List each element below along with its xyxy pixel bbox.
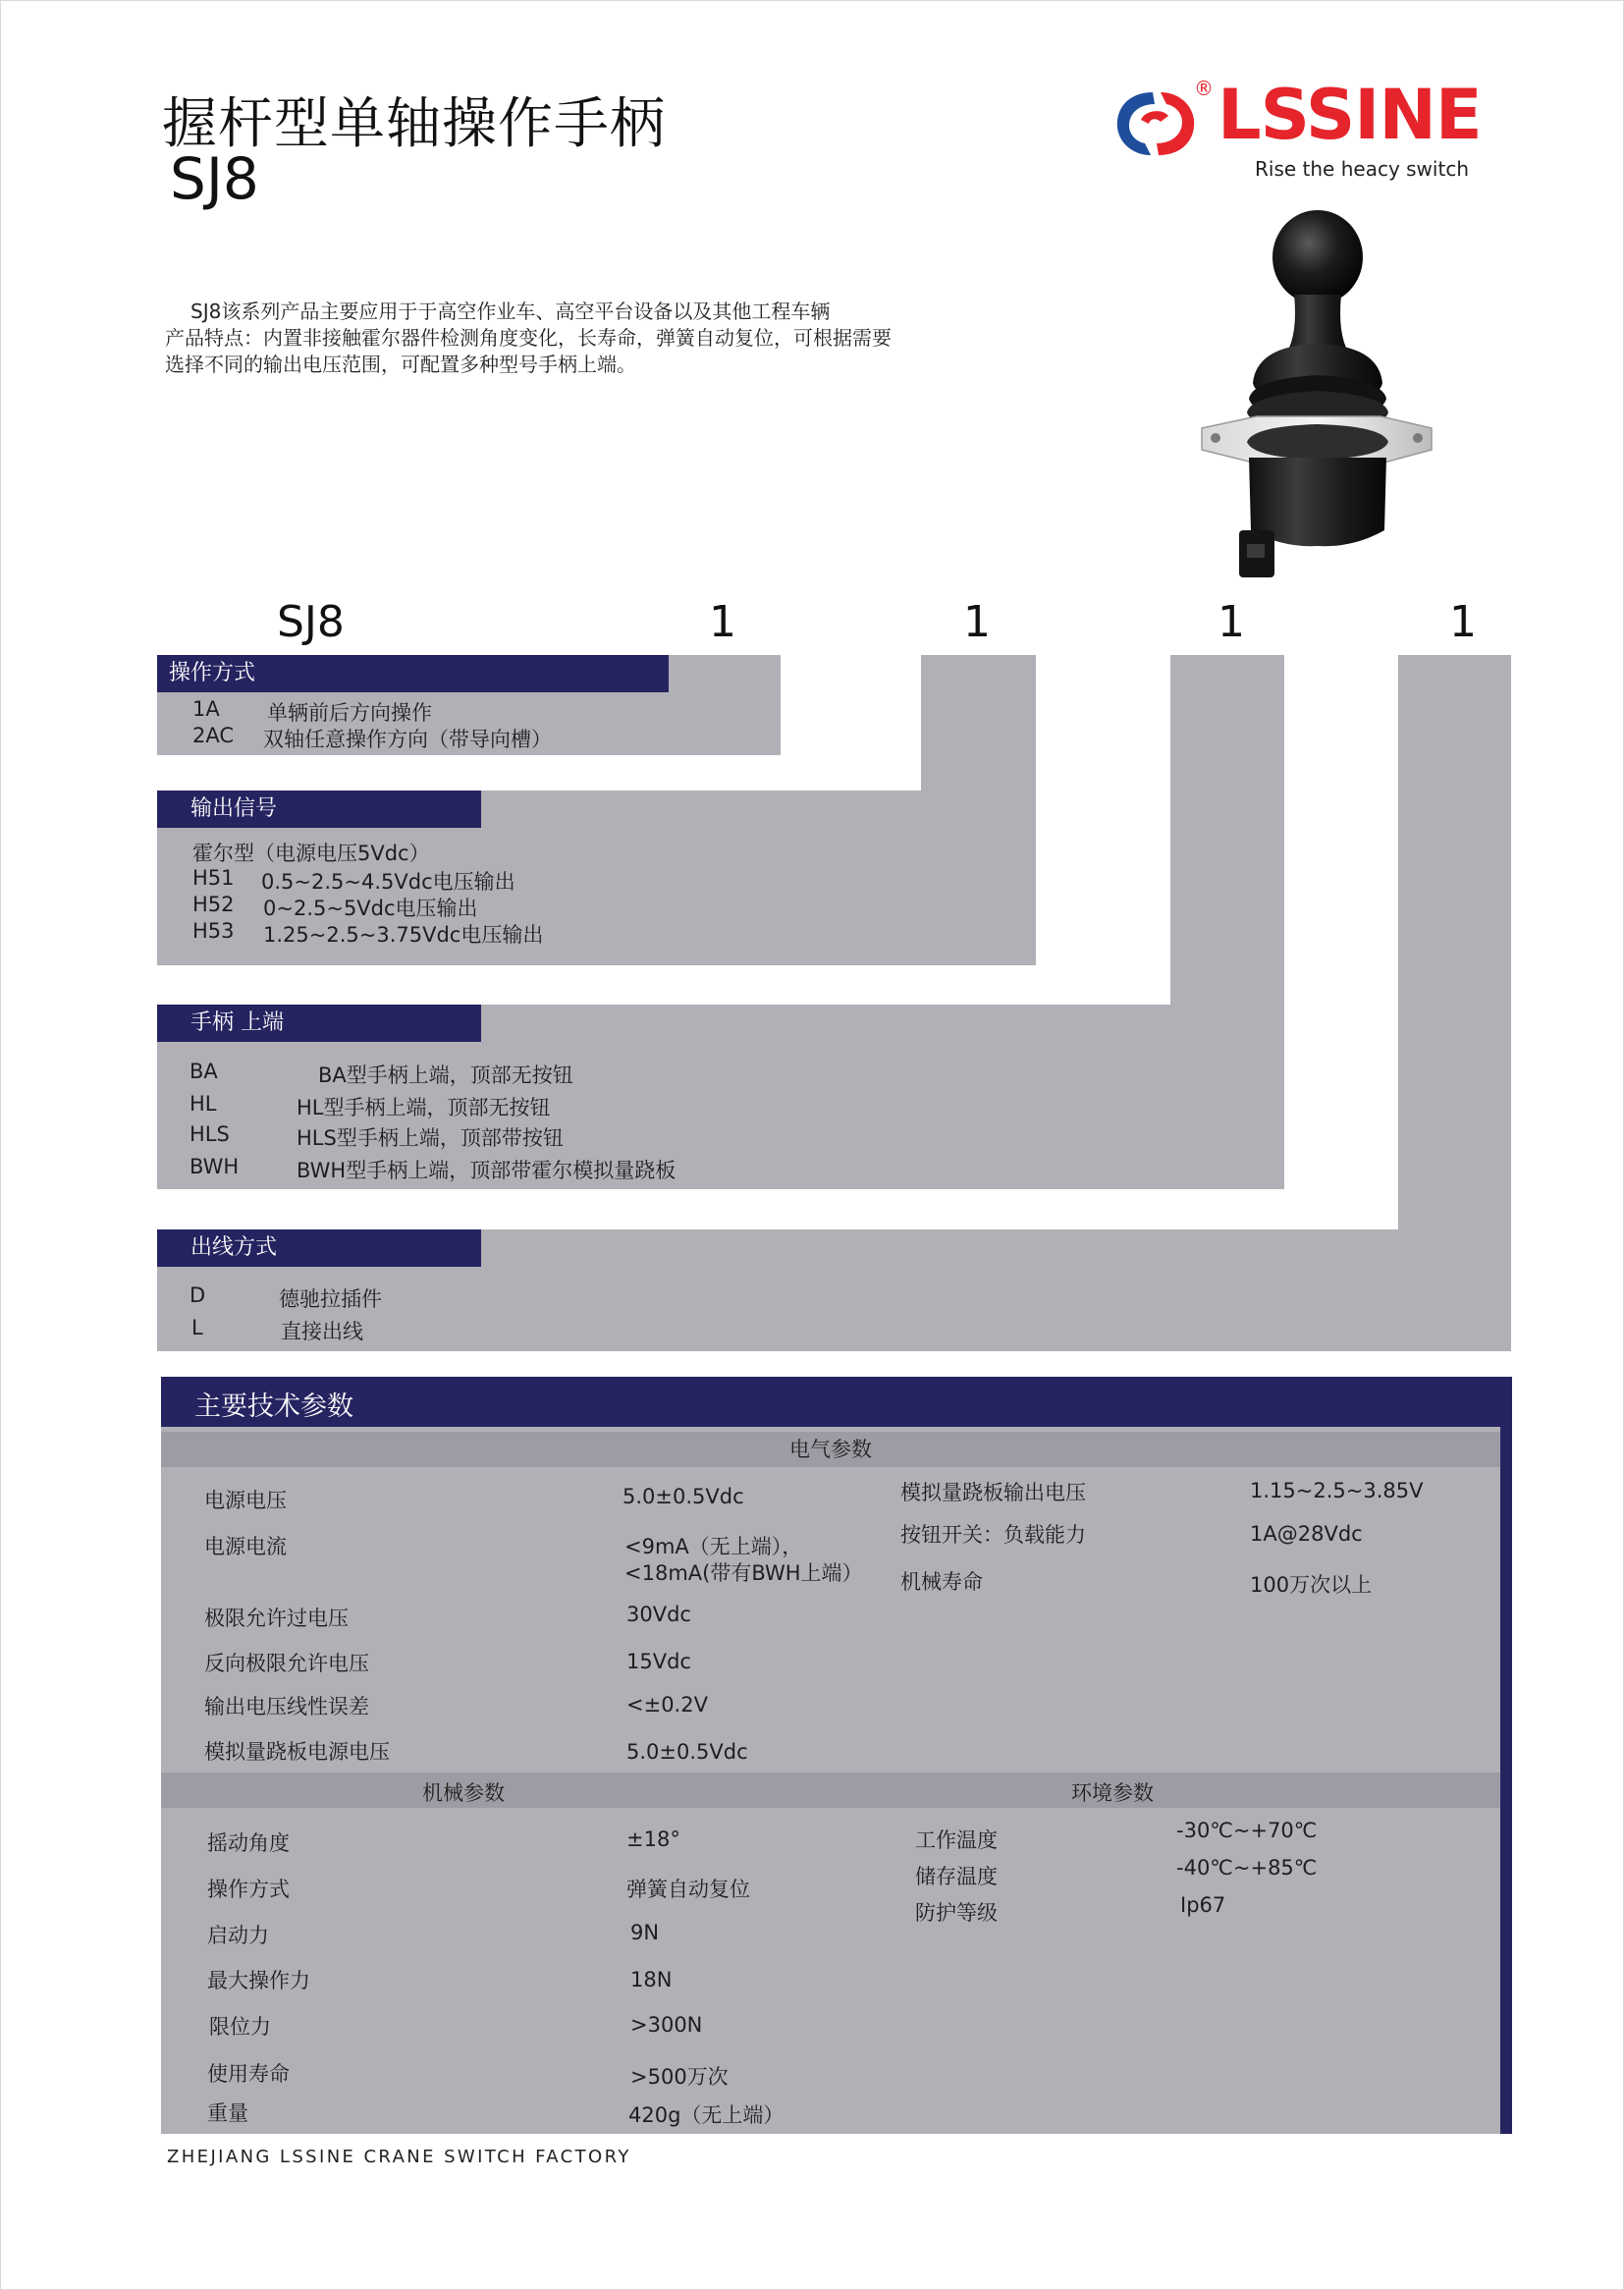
spec-label: 反向极限允许电压 [204, 1652, 369, 1675]
handle-top-desc: HLS型手柄上端，顶部带按钮 [297, 1126, 564, 1150]
spec-value: 弹簧自动复位 [626, 1878, 750, 1901]
spec-value: <±0.2V [626, 1693, 708, 1717]
handle-top-code: HLS [189, 1122, 230, 1146]
operation-desc: 单辆前后方向操作 [267, 701, 432, 725]
spec-value: <18mA(带有BWH上端） [624, 1561, 863, 1585]
intro-line: 选择不同的输出电压范围，可配置多种型号手柄上端。 [165, 353, 636, 376]
registered-mark: ® [1194, 77, 1214, 100]
spec-label: 工作温度 [915, 1828, 998, 1852]
wiring-code: L [191, 1316, 203, 1339]
spec-value: 1A@28Vdc [1250, 1522, 1363, 1546]
spec-value: 18N [630, 1968, 673, 1991]
order-code-position: 1 [709, 597, 736, 647]
spec-value: 1.15~2.5~3.85V [1250, 1479, 1424, 1502]
brand-logo [1111, 75, 1485, 187]
handle-top-desc: BA型手柄上端，顶部无按钮 [318, 1063, 573, 1087]
spec-value: 5.0±0.5Vdc [626, 1740, 748, 1764]
output-desc: 0~2.5~5Vdc电压输出 [263, 897, 478, 920]
joystick-photo [1188, 206, 1443, 589]
spec-label: 按钮开关：负载能力 [900, 1523, 1086, 1547]
handle-top-header: 手柄 上端 [157, 1005, 481, 1042]
footer-company: ZHEJIANG LSSINE CRANE SWITCH FACTORY [167, 2147, 631, 2167]
spec-label: 模拟量跷板输出电压 [900, 1481, 1086, 1504]
operation-header: 操作方式 [157, 655, 669, 692]
wiring-desc: 直接出线 [281, 1320, 363, 1343]
spec-value: 30Vdc [626, 1603, 691, 1626]
spec-label: 电源电压 [204, 1489, 287, 1512]
logo-text: LSSINE [1218, 75, 1482, 155]
output-desc: 1.25~2.5~3.75Vdc电压输出 [263, 923, 544, 947]
order-code-model: SJ8 [277, 597, 345, 647]
model-number: SJ8 [170, 145, 259, 212]
order-code-position: 1 [1218, 597, 1245, 647]
wiring-desc: 德驰拉插件 [279, 1287, 382, 1311]
spec-value: -40℃~+85℃ [1176, 1856, 1318, 1880]
output-code: H52 [192, 893, 235, 916]
intro-line: SJ8该系列产品主要应用于于高空作业车、高空平台设备以及其他工程车辆 [190, 300, 831, 323]
spec-title: 主要技术参数 [194, 1391, 353, 1422]
spec-value: 420g（无上端） [628, 2103, 785, 2127]
spec-value: >500万次 [630, 2065, 729, 2089]
spec-value: 9N [630, 1921, 660, 1944]
operation-desc: 双轴任意操作方向（带导向槽） [263, 728, 552, 751]
sub-header-band [161, 1772, 1500, 1808]
intro-text [165, 299, 1000, 378]
handle-top-desc: BWH型手柄上端，顶部带霍尔模拟量跷板 [297, 1159, 677, 1182]
output-code: H53 [192, 919, 235, 943]
output-intro: 霍尔型（电源电压5Vdc） [192, 842, 430, 865]
spec-label: 机械寿命 [900, 1570, 983, 1594]
operation-code: 1A [192, 697, 220, 721]
intro-line: 产品特点：内置非接触霍尔器件检测角度变化，长寿命，弹簧自动复位，可根据需要 [165, 326, 892, 350]
order-code-position: 1 [963, 597, 991, 647]
output-desc: 0.5~2.5~4.5Vdc电压输出 [261, 870, 515, 894]
environment-header: 环境参数 [1071, 1781, 1154, 1805]
electrical-header: 电气参数 [161, 1432, 1500, 1467]
spec-label: 限位力 [209, 2015, 271, 2039]
spec-label: 摇动角度 [207, 1831, 290, 1855]
spec-value: Ip67 [1180, 1893, 1226, 1917]
spec-label: 模拟量跷板电源电压 [204, 1740, 390, 1764]
handle-top-code: BA [189, 1060, 218, 1083]
logo-tagline: Rise the heacy switch [1255, 157, 1469, 181]
spec-label: 使用寿命 [207, 2062, 290, 2086]
spec-value: ±18° [626, 1827, 680, 1851]
mechanical-header: 机械参数 [422, 1781, 505, 1805]
spec-value: 15Vdc [626, 1650, 691, 1673]
spec-value: 100万次以上 [1250, 1573, 1373, 1597]
wiring-code: D [189, 1283, 206, 1307]
handle-top-code: HL [189, 1092, 217, 1116]
spec-label: 最大操作力 [207, 1969, 310, 1992]
logo-mark-icon [1111, 84, 1200, 163]
order-code-position: 1 [1449, 597, 1477, 647]
spec-label: 重量 [207, 2101, 248, 2125]
spec-value: -30℃~+70℃ [1176, 1819, 1318, 1842]
spec-value: <9mA（无上端）， [624, 1535, 803, 1558]
spec-label: 储存温度 [915, 1865, 998, 1888]
spec-label: 电源电流 [204, 1535, 287, 1558]
output-code: H51 [192, 866, 235, 890]
page-title: 握杆型单轴操作手柄 [162, 92, 666, 156]
spec-label: 极限允许过电压 [204, 1607, 349, 1630]
wiring-header: 出线方式 [157, 1229, 481, 1267]
spec-label: 防护等级 [915, 1901, 998, 1925]
operation-code: 2AC [192, 724, 235, 747]
handle-top-desc: HL型手柄上端，顶部无按钮 [297, 1096, 551, 1119]
handle-top-code: BWH [189, 1155, 240, 1178]
spec-label: 启动力 [207, 1924, 269, 1947]
spec-value: 5.0±0.5Vdc [623, 1485, 744, 1508]
spec-value: >300N [630, 2013, 703, 2037]
spec-label: 操作方式 [207, 1878, 290, 1901]
spec-label: 输出电压线性误差 [204, 1695, 369, 1718]
output-header: 输出信号 [157, 791, 481, 828]
